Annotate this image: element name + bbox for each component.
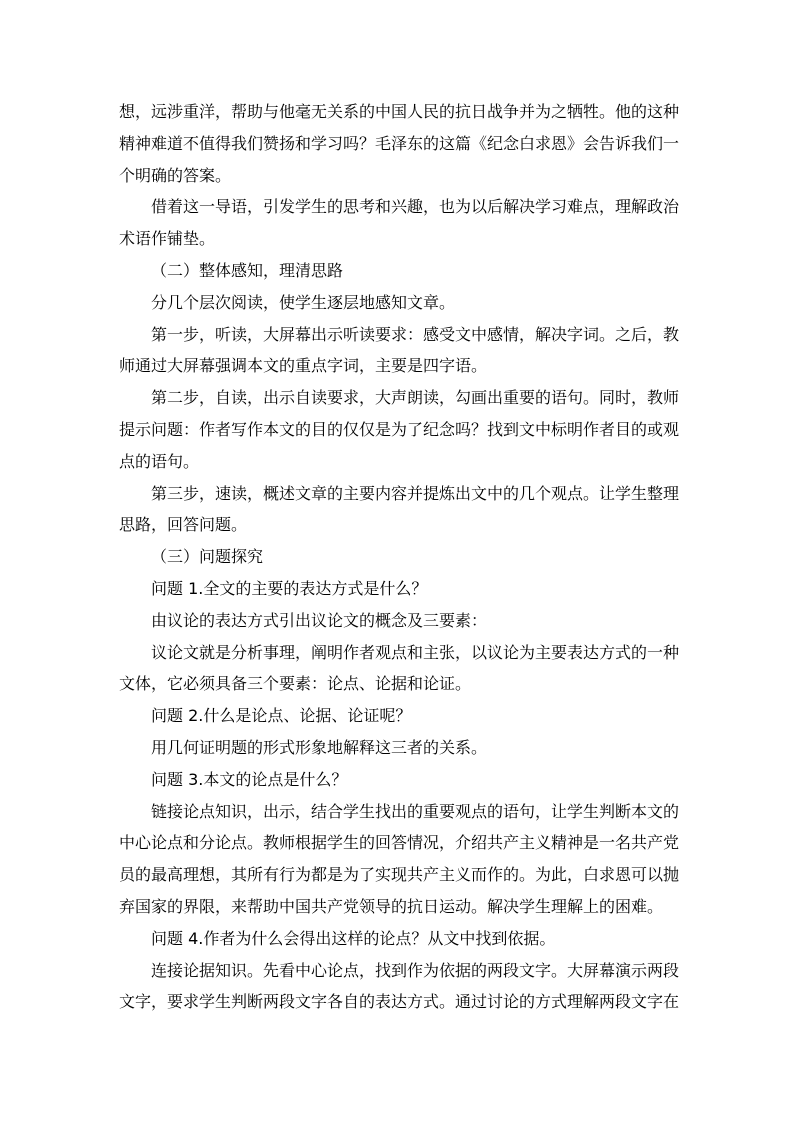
section-heading-overall-perception: （二）整体感知，理清思路: [151, 260, 344, 280]
paragraph-evidence-knowledge: 连接论据知识。先看中心论点，找到作为依据的两段文字。大屏幕演示两段文字，要求学生判断两段文字各自的表达方式。通过讨论的方式理解两段文字在: [119, 960, 680, 1012]
section-heading-problem-inquiry: （三）问题探究: [151, 547, 264, 567]
paragraph-thesis-knowledge: 链接论点知识，出示，结合学生找出的重要观点的语句，让学生判断本文的中心论点和分论点。教师根据学生的回答情况，介绍共产主义精神是一名共产党员的最高理想，其所有行为都是为了实现共产主义而作的。为此，白求恩可以抛弃国家的界限，来帮助中国共产党领导的抗日运动。解决学生理解上的困难。: [119, 801, 680, 916]
question-four: 问题 4.作者为什么会得出这样的论点？从文中找到依据。: [151, 928, 556, 948]
paragraph-argument-concept-intro: 由议论的表达方式引出议论文的概念及三要素：: [151, 610, 488, 630]
paragraph-reading-levels: 分几个层次阅读，使学生逐层地感知文章。: [151, 292, 456, 312]
paragraph-intro-continuation: 想，远涉重洋，帮助与他毫无关系的中国人民的抗日战争并为之牺牲。他的这种精神难道不值得我们赞扬和学习吗？毛泽东的这篇《纪念白求恩》会告诉我们一个明确的答案。: [119, 102, 680, 185]
paragraph-argument-definition: 议论文就是分析事理，阐明作者观点和主张，以议论为主要表达方式的一种文体，它必须具备三个要素：论点、论据和论证。: [119, 642, 680, 694]
paragraph-step-three: 第三步，速读，概述文章的主要内容并提炼出文中的几个观点。让学生整理思路，回答问题。: [119, 483, 680, 535]
question-one: 问题 1.全文的主要的表达方式是什么？: [151, 578, 428, 598]
paragraph-guide-purpose: 借着这一导语，引发学生的思考和兴趣，也为以后解决学习难点，理解政治术语作铺垫。: [119, 197, 680, 249]
paragraph-step-two: 第二步，自读，出示自读要求，大声朗读，勾画出重要的语句。同时，教师提示问题：作者写作本文的目的仅仅是为了纪念吗？找到文中标明作者目的或观点的语句。: [119, 388, 680, 471]
paragraph-step-one: 第一步，听读，大屏幕出示听读要求：感受文中感情，解决字词。之后，教师通过大屏幕强调本文的重点字词，主要是四字语。: [119, 324, 680, 376]
question-two: 问题 2.什么是论点、论据、论证呢？: [151, 706, 412, 726]
document-body: [119, 96, 679, 1018]
paragraph-geometry-analogy: 用几何证明题的形式形象地解释这三者的关系。: [151, 737, 488, 757]
question-three: 问题 3.本文的论点是什么？: [151, 769, 348, 789]
